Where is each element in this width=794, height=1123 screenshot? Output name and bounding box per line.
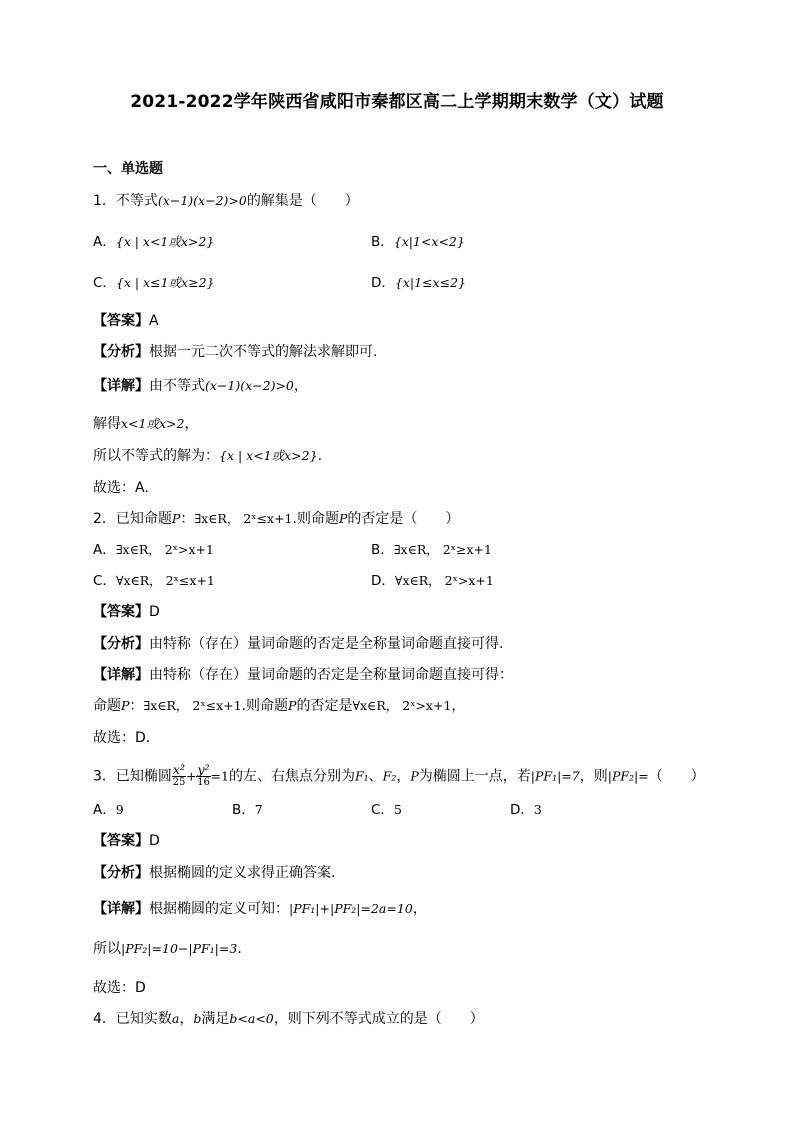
question-3-stem: 3．已知椭圆 $\frac{\text{x²}}{25}$ + $\frac{\text{y²}}{16}$ =1的左、右焦点分别为F₁、F₂，P为椭圆上一点，若|PF₁|=7，则|PF₂|=（ ）	[93, 762, 705, 788]
question-3-option-b: B．7	[232, 802, 263, 818]
question-1-option-a: A．{x | x<1或x>2}	[93, 234, 215, 250]
question-1-option-d: D．{x|1≤x≤2}	[371, 275, 466, 291]
question-3-choice: 故选：D	[93, 980, 146, 996]
question-3-analysis: 【分析】根据椭圆的定义求得正确答案.	[93, 865, 336, 881]
question-2-option-d: D．∀x∈R， 2ˣ>x+1	[371, 573, 494, 589]
question-1-option-b: B．{x|1<x<2}	[371, 234, 465, 250]
question-2-negation-line: 命题P：∃x∈R， 2ˣ≤x+1.则命题P的否定是∀x∈R， 2ˣ>x+1，	[93, 698, 466, 714]
question-1-stem: 1．不等式(x−1)(x−2)>0的解集是（ ）	[93, 193, 359, 209]
question-2-stem: 2．已知命题P：∃x∈R， 2ˣ≤x+1.则命题P的否定是（ ）	[93, 511, 460, 527]
question-1-answer: 【答案】A	[93, 313, 159, 329]
question-1-solution-line: 解得x<1或x>2，	[93, 416, 199, 432]
question-1-solution-set: 所以不等式的解为：{x | x<1或x>2}.	[93, 448, 323, 464]
question-1-analysis: 【分析】根据一元二次不等式的解法求解即可.	[93, 344, 378, 360]
question-4-stem: 4．已知实数a，b满足b<a<0，则下列不等式成立的是（ ）	[93, 1011, 484, 1027]
page-title: 2021-2022学年陕西省咸阳市秦都区高二上学期期末数学（文）试题	[130, 92, 664, 112]
question-2-option-c: C．∀x∈R， 2ˣ≤x+1	[93, 573, 215, 589]
question-1-detail: 【详解】由不等式(x−1)(x−2)>0，	[93, 378, 308, 394]
question-3-option-a: A．9	[93, 802, 124, 818]
question-3-detail: 【详解】根据椭圆的定义可知：|PF₁|+|PF₂|=2a=10，	[93, 901, 427, 917]
fraction-x2-over-25: $\frac{\text{x²}}{25}$	[172, 762, 186, 788]
question-1-choice: 故选：A.	[93, 480, 149, 496]
question-3-result-line: 所以|PF₂|=10−|PF₁|=3.	[93, 941, 242, 957]
section-heading: 一、单选题	[93, 161, 163, 177]
question-2-detail: 【详解】由特称（存在）量词命题的否定是全称量词命题直接可得：	[93, 667, 513, 683]
question-2-choice: 故选：D.	[93, 730, 151, 746]
question-2-option-b: B．∃x∈R， 2ˣ≥x+1	[371, 542, 492, 558]
question-2-answer: 【答案】D	[93, 604, 160, 620]
question-3-option-c: C．5	[371, 802, 402, 818]
question-1-option-c: C．{x | x≤1或x≥2}	[93, 275, 215, 291]
fraction-y2-over-16: $\frac{\text{y²}}{16}$	[197, 762, 210, 788]
question-2-option-a: A．∃x∈R， 2ˣ>x+1	[93, 542, 214, 558]
question-2-analysis: 【分析】由特称（存在）量词命题的否定是全称量词命题直接可得.	[93, 636, 504, 652]
question-3-answer: 【答案】D	[93, 833, 160, 849]
question-3-option-d: D．3	[510, 802, 542, 818]
